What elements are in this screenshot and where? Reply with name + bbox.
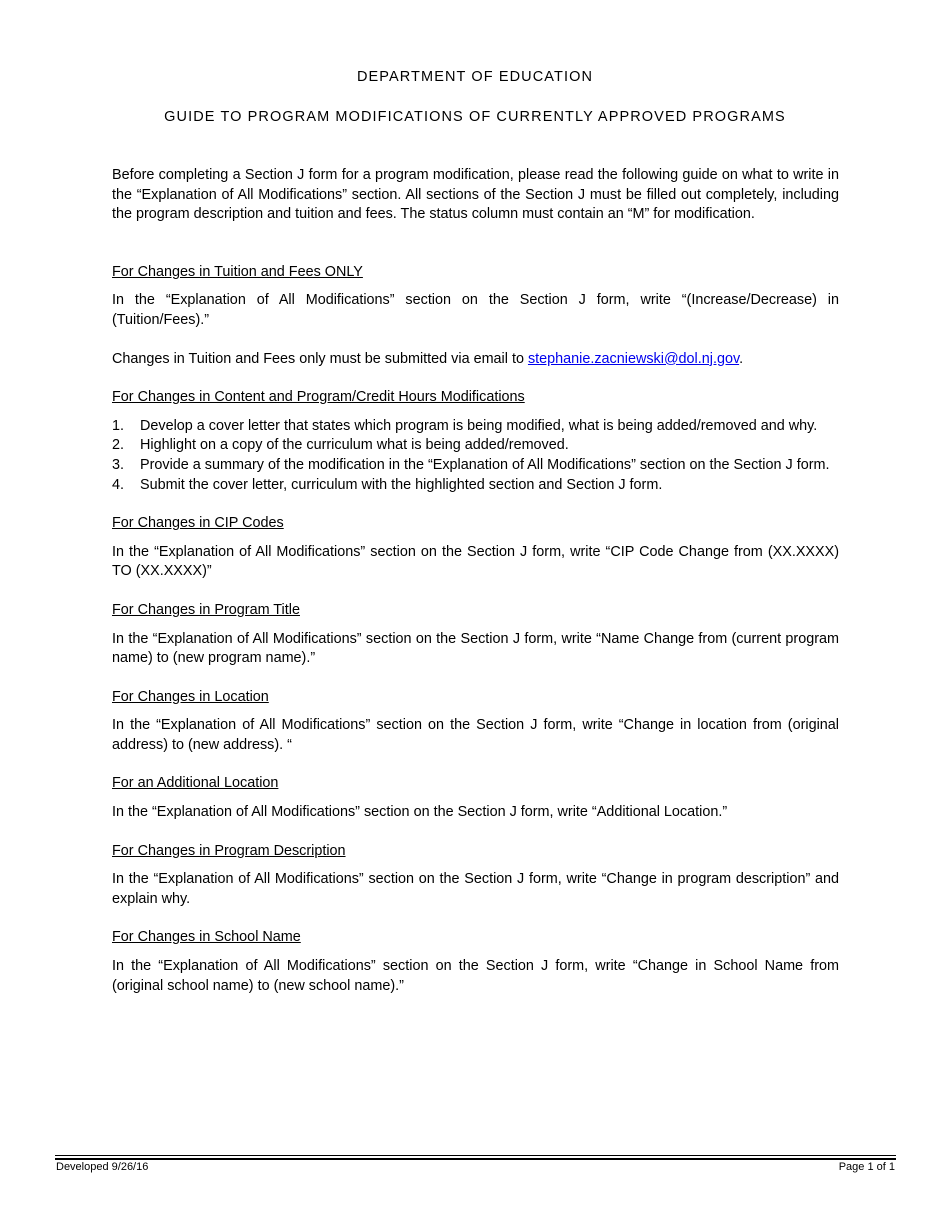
section-text: In the “Explanation of All Modifications” section on the Section J form, write “CIP Code Change from (XX.XXXX) TO (XX.XXXX)” [112,543,839,580]
section-text: In the “Explanation of All Modifications” section on the Section J form, write “Change in location from (original address) to (new address). “ [112,717,839,753]
list-number: 3. [112,456,125,473]
department-heading: DEPARTMENT OF EDUCATION [356,69,594,85]
section-text: In the “Explanation of All Modifications” section on the Section J form, write “Additional Location.” [112,804,728,821]
list-number: 2. [112,437,125,454]
section-school-name [112,928,839,996]
email-suffix: . [739,350,744,367]
footer-developed-date: Developed 9/26/16 [56,1161,149,1173]
section-cip-codes [112,514,839,582]
section-program-title [112,601,839,669]
section-location [112,688,839,756]
list-item [112,417,839,437]
steps-list [112,417,839,495]
email-prefix: Changes in Tuition and Fees only must be submitted via email to [112,350,528,367]
list-number: 4. [112,476,125,493]
section-heading: For Changes in School Name [112,929,301,946]
section-text: In the “Explanation of All Modifications” section on the Section J form, write “Name Change from (current program name) to (new program name).” [112,630,839,667]
section-heading: For an Additional Location [112,775,279,792]
section-heading: For Changes in Program Title [112,601,300,618]
section-text: In the “Explanation of All Modifications” section on the Section J form, write “Change in School Name from (original school name) to (new school name).” [112,958,839,994]
footer-divider [55,1155,896,1156]
list-item [112,476,839,496]
section-program-description [112,842,839,910]
section-heading: For Changes in CIP Codes [112,515,284,532]
document-title: GUIDE TO PROGRAM MODIFICATIONS OF CURRENTLY APPROVED PROGRAMS [164,109,786,125]
list-item [112,436,839,456]
list-text: Develop a cover letter that states which program is being modified, what is being added/removed and why. [140,417,818,434]
section-content-modifications [112,388,839,495]
section-text: In the “Explanation of All Modifications” section on the Section J form, write “Change in program description” and explain why. [112,871,839,907]
section-heading: For Changes in Tuition and Fees ONLY [112,263,363,280]
section-additional-location [112,774,839,822]
list-text: Highlight on a copy of the curriculum what is being added/removed. [140,437,569,454]
section-text: In the “Explanation of All Modifications” section on the Section J form, write “(Increase/Decrease) in (Tuition/Fees).” [112,292,839,328]
intro-paragraph: Before completing a Section J form for a program modification, please read the following guide on what to write in the “Explanation of All Modifications” section. All sections of the Section J must be filled out completely, including the program description and tuition and fees. The status column must contain an “M” for modification. [112,167,839,223]
list-item [112,456,839,476]
footer-divider-thick [55,1158,896,1160]
section-heading: For Changes in Content and Program/Credit Hours Modifications [112,389,525,406]
footer-page-number: Page 1 of 1 [838,1161,895,1173]
section-tuition [112,263,839,369]
section-heading: For Changes in Location [112,688,269,705]
email-link[interactable]: stephanie.zacniewski@dol.nj.gov [527,350,740,367]
email-paragraph [112,350,839,370]
document-body [112,166,839,996]
list-text: Provide a summary of the modification in the “Explanation of All Modifications” section on the Section J form. [140,456,830,473]
list-number: 1. [112,417,125,434]
list-text: Submit the cover letter, curriculum with the highlighted section and Section J form. [140,476,663,493]
section-heading: For Changes in Program Description [112,842,346,859]
